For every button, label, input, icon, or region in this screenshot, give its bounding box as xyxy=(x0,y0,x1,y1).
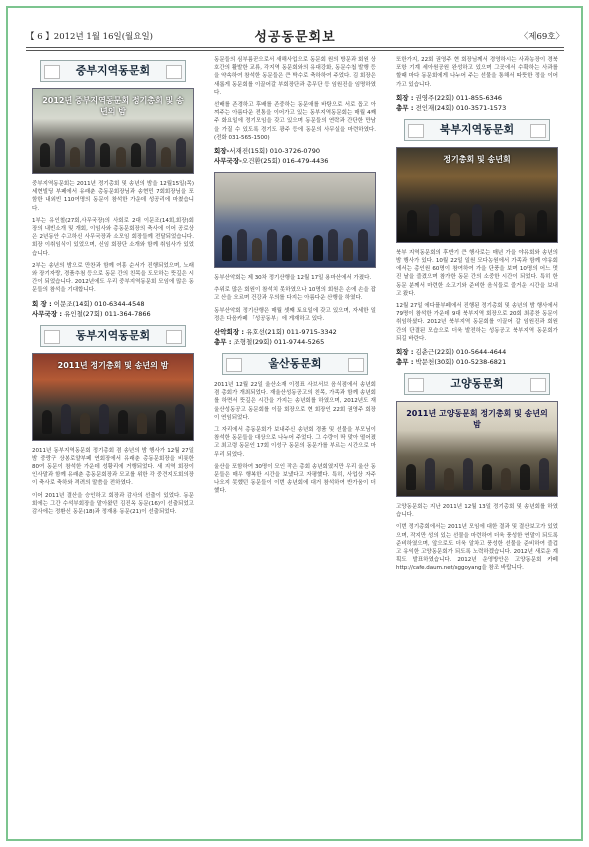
dongbu-article xyxy=(30,447,196,517)
section-banner-dongbu: 동부지역동문회 xyxy=(40,325,186,347)
article-paragraph: 선배를 존경하고 후배를 존중하는 동문애를 바탕으로 서로 돕고 아껴주는 아름다운 전통을 이어가고 있는 동부지역동문회는 매월 4째주 화요일에 정기모임을 갖고 있으며 동문들의 연락과 간단한 만남을 가질 수 있도록 경기도 광주 등에 동문의 사무실을 마련하였다. (전화 031-565-1500) xyxy=(214,102,376,141)
dongbu-photo-caption: 2011년 정기총회 및 송년의 밤 xyxy=(57,360,169,370)
section-banner-ulsan: 울산동문회 xyxy=(222,353,368,375)
contact-line: 총무 : 조형철(29회) 011-9744-5265 xyxy=(214,338,325,347)
issue-number: 〈제69호〉 xyxy=(519,32,564,42)
hiking-contacts xyxy=(212,327,378,347)
article-paragraph: 그 자리에서 총동문회가 보내주신 송년회 경품 및 선물을 부모님이 참석한 동문들을 대상으로 나누어 주었다. 그 수량이 딱 맞아 떨어졌고 최고령 동문인 17회 이성구 동문의 동문가를 부르는 시간으로 마무리 되었다. xyxy=(214,427,376,458)
column-2 xyxy=(212,56,378,826)
bukbu-photo-caption: 정기총회 및 송년회 xyxy=(443,154,511,164)
photo-people-icon xyxy=(37,133,189,167)
contact-line: 회 장 : 이문조(14회) 010-6344-4548 xyxy=(32,299,145,308)
header-rule-bottom xyxy=(26,50,564,51)
column-3 xyxy=(394,56,560,826)
dongbu-photo xyxy=(32,353,194,441)
issue-date: 【 6 】2012년 1월 16일(월요일) xyxy=(26,32,153,42)
section-banner-jungbu: 중부지역동문회 xyxy=(40,60,186,82)
dongbu-article-continued xyxy=(212,56,378,142)
article-paragraph: 이어 2011년 결산을 승인하고 회장과 감사의 선출이 있었다. 동문회에는 그간 수석부회장을 맡아왔던 김진옥 동문(16)이 선출되었고 감사에는 정환신 동문(18)과 정재용 동문(21)이 선출되었다. xyxy=(32,492,194,516)
article-paragraph: 북부 지역동문회의 후반기 큰 행사로는 매년 가을 야유회와 송년의 밤 행사가 있다. 10월 22일 일원 모다농원에서 가족과 함께 야유회에서는 총인원 60명이 참여하여 가을 단풍을 보며 10명의 어느 멋진 날을 즐겼으며 참가한 동문 간의 소중한 시간이 되었다. 특히 한 동문 분께서 마련한 소고기와 준비한 음식들로 즐거운 시간을 보내고 왔다. xyxy=(396,249,558,297)
article-paragraph: 2011년 동부지역동문회 정기총회 겸 송년의 밤 행사가 12월 27일 밤 중랑구 상봉로얄부페 연회장에서 유래춘 총동문회장을 비롯한 80여 동문이 참석한 가운데 성황리에 거행되었다. 새 지역 회장이 인사말과 함께 유래춘 총동문회장과 모교를 위한 각 중견지도회의장이 축사로 축하와 격려의 말씀을 전하였다. xyxy=(32,447,194,487)
contact-line: 산악회장 : 유호선(21회) 011-9715-3342 xyxy=(214,328,337,337)
jungbu-photo xyxy=(32,88,194,174)
contact-line: 회장 : 권영주(22회) 011-855-6346 xyxy=(396,93,503,102)
contact-line: 총무 : 전인재(24회) 010-3571-1573 xyxy=(396,103,507,112)
photo-people-icon xyxy=(401,452,553,490)
dongbu-hiking-photo xyxy=(214,172,376,268)
jungbu-article xyxy=(30,180,196,295)
article-paragraph: 추위로 많은 회원이 참석치 못하였으나 10명의 회원은 손에 손을 잡고 산을 오르며 건강과 우의를 다지는 아름다운 산행을 하였다. xyxy=(214,287,376,302)
contact-line: 사무국장 : 유인철(27회) 011-364-7866 xyxy=(32,309,151,318)
goyang-article xyxy=(394,503,560,573)
article-paragraph: 고양동문회는 지난 2011년 12월 13일 정기총회 및 송년회를 하였습니다. xyxy=(396,504,558,519)
article-paragraph: 또한가지, 22회 권영주 현 회장님께서 경영하시는 사과농장이 경북 포항 기계 세아원공원 완성하고 있으며 그곳에서 수확하는 사과를 할때 마다 동문회에게 나누어 주는 선물을 통해서 따뜻한 정을 이어 가고 있습니다. xyxy=(396,57,558,88)
jungbu-contacts xyxy=(30,299,196,319)
goyang-photo xyxy=(396,401,558,497)
section-banner-bukbu: 북부지역동문회 xyxy=(404,119,550,141)
article-paragraph: 이번 정기총회에서는 2011년 모임에 대한 결과 및 결산보고가 있었으며, 작지만 성의 있는 선물을 마련하여 더욱 풍성한 연말이 되도록 준비하였으며, 앞으로도 더욱 알차고 풍성한 선물을 준비하여 즐겁고 유익한 고양동문회가 되도록 노력하겠습니다. 2012년 새로운 계획도 발표하였습니다. 2012년 운영방안은 고양동문회 카페 http://cafe.daum.net/sggoyang을 참조 바랍니다. xyxy=(396,524,558,572)
article-paragraph: 중부지역동문회는 2011년 정기총회 및 송년의 밤을 12월15일(목) 세현빌딩 부페에서 유래춘 총동문회장님과 송현민 7회회장님을 포함한 내외빈 110여명의 동문이 참석한 가운데 성공리에 마쳤습니다. xyxy=(32,181,194,212)
article-paragraph: 동부산악회는 제 30차 정기산행을 12월 17일 용마산에서 가졌다. xyxy=(214,275,372,282)
bukbu-contacts xyxy=(394,347,560,367)
jungbu-photo-caption: 2012년 중부지역동문회 정기총회 및 송년의 밤 xyxy=(42,96,184,116)
article-paragraph: 동부산악회 정기산행은 매월 셋째 토요일에 갖고 있으며, 자세한 일정은 다음카페 「성공동부」에 게재하고 있다. xyxy=(214,307,376,322)
newspaper-header xyxy=(26,26,564,46)
bukbu-article xyxy=(394,249,560,343)
contact-line: 총무 : 박문천(30회) 010-5238-6821 xyxy=(396,358,507,367)
article-paragraph: 2011년 12월 22일 울산소재 이정표 사브서브 음식점에서 송년회 겸 총회가 개최되었다. 재울산성동공고의 친목, 가족과 함께 송년회를 하면서 뜻깊은 시간을 가지는 송년회를 하였으며, 2012년도 재울산성동공고 동문회를 이끌 회장으로 현 회장인 22회 권영주 회장이 연임되었다. xyxy=(214,382,376,421)
photo-people-icon xyxy=(219,223,371,261)
article-paragraph: 울산을 포함하여 30명이 모인 작은 총회 송년회였지만 우리 울산 동문들은 매우 행복한 시간을 보냈다고 자평했다. 특히, 사업상 자주 나오지 못했던 동문들이 이번 송년회에 대거 참석하여 반가움이 더했다. xyxy=(214,463,376,495)
ulsan-contacts xyxy=(394,93,560,113)
photo-people-icon xyxy=(37,399,189,433)
goyang-photo-caption: 2011년 고양동문회 정기총회 및 송년의 밤 xyxy=(406,409,548,430)
section-banner-goyang: 고양동문회 xyxy=(404,373,550,395)
article-paragraph: 2부는 송년의 밤으로 만찬과 함께 여흥 순서가 진행되었으며, 노래와 장기자랑, 경품추첨 등으로 동문 간의 친목을 도모하는 뜻깊은 시간이 되었습니다. 2012년에도 우리 중부지역동문회 모임에 많은 동문들의 참석을 기대합니다. xyxy=(32,262,194,294)
article-paragraph: 1부는 유인철(27회,사무국장)의 사회로 2대 이문조(14회,회장)회장의 내빈소개 및 개회, 이임사와 총동문회장의 축사에 이어 공로상은 2년동안 수고하신 사무국장과 소모임 회장들께 전달되었습니다. 회장 이취임식이 있었으며, 신임 회장단 소개와 함께 취임사가 있었습니다. xyxy=(32,217,194,257)
newspaper-title: 성공동문회보 xyxy=(254,30,336,45)
header-rule-top xyxy=(26,47,564,48)
bukbu-photo xyxy=(396,147,558,243)
ulsan-article xyxy=(212,381,378,496)
column-1 xyxy=(30,56,196,826)
article-paragraph: 12월 27일 에다플부페에서 진행된 정기총회 및 송년의 밤 행사에서 79명이 참석한 가운데 9대 북부지역 회장으로 20회 최종찬 동문이 취임하셨다. 2012년 북부지역 동문회를 이끌어 갈 임원진과 회원 간의 단결된 모습으로 더욱 발전하는 성동공고 북부지역 동문회가 되길 바란다. xyxy=(396,303,558,342)
dongbu-hiking-article xyxy=(212,274,378,323)
contact-line: 사무국장-오건환(25회) 016-479-4436 xyxy=(214,157,329,166)
contact-line: 회장 : 김춘근(22회) 010-5644-4644 xyxy=(396,348,507,357)
ulsan-article-continued xyxy=(394,56,560,89)
photo-people-icon xyxy=(401,198,553,236)
article-paragraph: 동문들의 심부름꾼으로서 새해사업으로 동문회 원의 방문과 회원 상호간의 활발한 교류, 각지역 동문회와의 유대강화, 동문수첩 발행 등을 약속하여 참석한 동문들은 큰 박수로 축하하여 주었다. 김 회장은 새롭게 동문회를 이끌어갈 부회장단과 총무단 등 임원진을 임명하였다. xyxy=(214,57,376,96)
dongbu-contacts xyxy=(212,146,378,166)
contact-line: 회장-서재진(15회) 010-3726-0790 xyxy=(214,147,320,156)
